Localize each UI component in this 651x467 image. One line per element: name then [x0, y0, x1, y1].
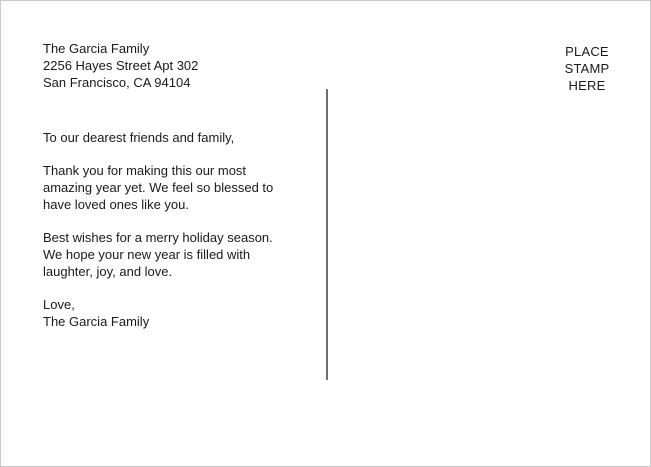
- return-address-street: 2256 Hayes Street Apt 302: [43, 58, 199, 73]
- paragraph-line: We hope your new year is filled with: [43, 247, 251, 262]
- message-body: [43, 129, 313, 346]
- paragraph-line: Best wishes for a merry holiday season.: [43, 230, 273, 245]
- stamp-line: STAMP: [564, 61, 610, 76]
- paragraph-line: have loved ones like you.: [43, 197, 189, 212]
- stamp-line: PLACE: [565, 44, 609, 59]
- return-address-name: The Garcia Family: [43, 41, 150, 56]
- message-paragraph-1: [43, 162, 313, 213]
- paragraph-line: amazing year yet. We feel so blessed to: [43, 180, 274, 195]
- greeting-line: To our dearest friends and family,: [43, 130, 235, 145]
- return-address-city: San Francisco, CA 94104: [43, 75, 191, 90]
- stamp-placeholder: [557, 43, 617, 94]
- closing-line: Love,: [43, 297, 75, 312]
- return-address: [43, 40, 198, 91]
- message-closing: [43, 296, 313, 330]
- paragraph-line: Thank you for making this our most: [43, 163, 247, 178]
- message-greeting: [43, 129, 313, 146]
- message-paragraph-2: [43, 229, 313, 280]
- paragraph-line: laughter, joy, and love.: [43, 264, 173, 279]
- center-divider: [326, 89, 328, 380]
- stamp-line: HERE: [568, 78, 606, 93]
- signature-line: The Garcia Family: [43, 314, 150, 329]
